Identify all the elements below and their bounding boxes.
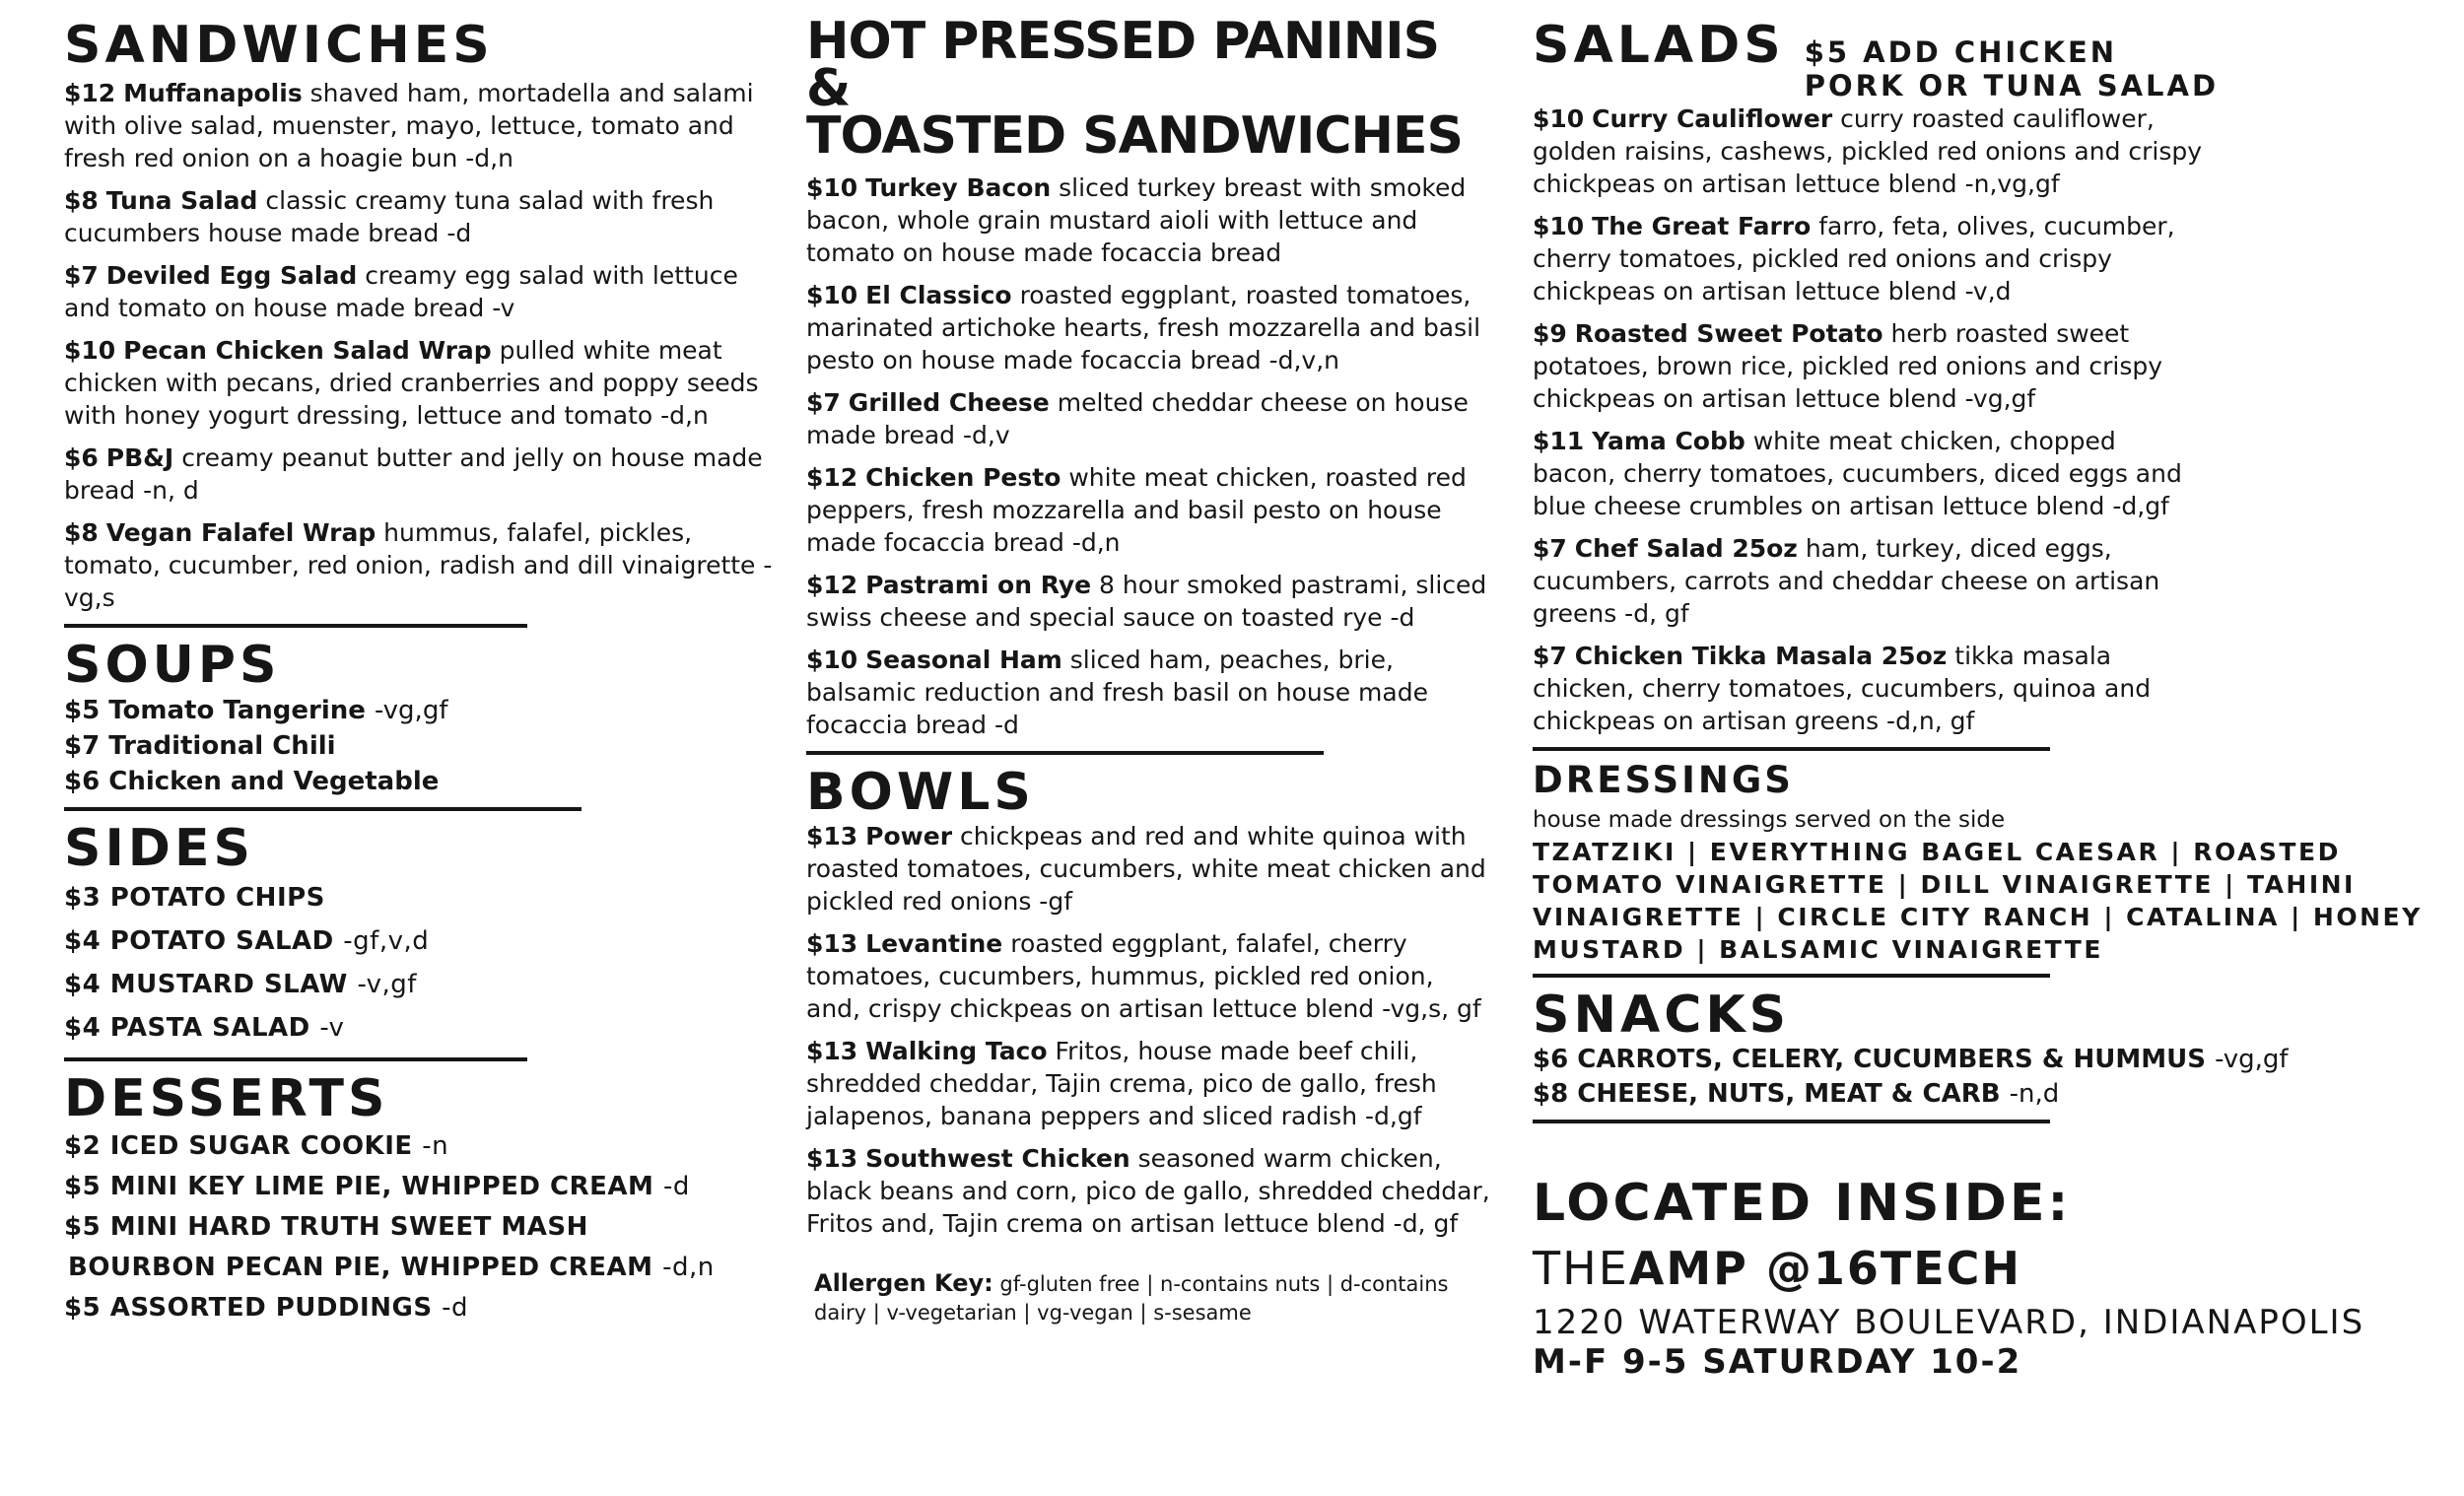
menu-item: $10 Turkey Bacon sliced turkey breast with smoked bacon, whole grain mustard aioli with lettuce and tomato on house made focaccia bread bbox=[806, 173, 1467, 267]
menu-item: $5 Tomato Tangerine -vg,gf bbox=[64, 696, 448, 725]
bowls-list bbox=[806, 820, 1491, 1240]
menu-item: $3 POTATO CHIPS bbox=[64, 883, 325, 913]
menu-column-left bbox=[64, 18, 788, 1328]
salads-list bbox=[1533, 102, 2203, 737]
menu-item: $6 CARROTS, CELERY, CUCUMBERS & HUMMUS -vg,gf bbox=[1533, 1045, 2289, 1074]
dressings-heading: DRESSINGS bbox=[1533, 759, 1794, 801]
menu-item: $12 Pastrami on Rye 8 hour smoked pastrami, sliced swiss cheese and special sauce on toasted rye -d bbox=[806, 571, 1487, 632]
menu-item: $8 Tuna Salad classic creamy tuna salad with fresh cucumbers house made bread -d bbox=[64, 186, 715, 247]
dressings-note: house made dressings served on the side bbox=[1533, 807, 2006, 833]
menu-item: $5 ASSORTED PUDDINGS -d bbox=[64, 1293, 469, 1323]
menu-item: $5 MINI HARD TRUTH SWEET MASH bbox=[64, 1212, 588, 1242]
allergen-key: Allergen Key: gf-gluten free | n-contains nuts | d-contains dairy | v-vegetarian | vg-vegan | s-sesame bbox=[814, 1269, 1449, 1325]
location-block bbox=[1533, 1173, 2459, 1382]
menu-item: $5 MINI KEY LIME PIE, WHIPPED CREAM -d bbox=[64, 1172, 690, 1201]
section-divider bbox=[64, 807, 582, 811]
menu-item: $7 Traditional Chili bbox=[64, 731, 336, 761]
dressings-list: TZATZIKI | EVERYTHING BAGEL CAESAR | ROASTED TOMATO VINAIGRETTE | DILL VINAIGRETTE | TAHINI VINAIGRETTE | CIRCLE CITY RANCH | CATALINA | HONEY MUSTARD | BALSAMIC VINAIGRETTE bbox=[1533, 838, 2423, 964]
venue-address: 1220 WATERWAY BOULEVARD, INDIANAPOLIS bbox=[1533, 1303, 2365, 1342]
sandwiches-heading: SANDWICHES bbox=[64, 16, 494, 75]
menu-item: $10 Pecan Chicken Salad Wrap pulled white meat chicken with pecans, dried cranberries and poppy seeds with honey yogurt dressing, lettuce and tomato -d,n bbox=[64, 336, 759, 430]
menu-item: $13 Levantine roasted eggplant, falafel, cherry tomatoes, cucumbers, hummus, pickled red onion, and, crispy chickpeas on artisan lettuce blend -vg,s, gf bbox=[806, 929, 1481, 1023]
soups-heading: SOUPS bbox=[64, 636, 281, 695]
menu-item: $12 Muffanapolis shaved ham, mortadella and salami with olive salad, muenster, mayo, lettuce, tomato and fresh red onion on a hoagie bun -d,n bbox=[64, 79, 754, 172]
menu-item: $13 Walking Taco Fritos, house made beef chili, shredded cheddar, Tajin crema, pico de gallo, fresh jalapenos, banana peppers and sliced radish -d,gf bbox=[806, 1037, 1437, 1130]
section-divider bbox=[806, 751, 1324, 755]
menu-item: $4 POTATO SALAD -gf,v,d bbox=[64, 926, 430, 956]
location-title: LOCATED INSIDE: bbox=[1533, 1174, 2072, 1233]
snacks-list bbox=[1533, 1043, 2459, 1112]
menu-column-middle bbox=[806, 12, 1491, 1348]
menu-item: $8 CHEESE, NUTS, MEAT & CARB -n,d bbox=[1533, 1079, 2060, 1109]
snacks-heading: SNACKS bbox=[1533, 986, 1791, 1045]
menu-item: $10 El Classico roasted eggplant, roasted tomatoes, marinated artichoke hearts, fresh mozzarella and basil pesto on house made focaccia bread -d,v,n bbox=[806, 281, 1481, 374]
menu-item: $11 Yama Cobb white meat chicken, chopped bacon, cherry tomatoes, cucumbers, diced eggs and blue cheese crumbles on artisan lettuce blend -d,gf bbox=[1533, 427, 2182, 520]
menu-item: $12 Chicken Pesto white meat chicken, roasted red peppers, fresh mozzarella and basil pesto on house made focaccia bread -d,n bbox=[806, 463, 1467, 557]
desserts-heading: DESSERTS bbox=[64, 1069, 389, 1128]
menu-item: $13 Power chickpeas and red and white quinoa with roasted tomatoes, cucumbers, white meat chicken and pickled red onions -gf bbox=[806, 822, 1486, 916]
menu-item: $2 ICED SUGAR COOKIE -n bbox=[64, 1131, 449, 1161]
hot-pressed-list bbox=[806, 171, 1491, 741]
section-divider bbox=[64, 624, 527, 628]
menu-column-right bbox=[1533, 18, 2459, 1382]
menu-item: $9 Roasted Sweet Potato herb roasted sweet potatoes, brown rice, pickled red onions and crispy chickpeas on artisan lettuce blend -vg,gf bbox=[1533, 319, 2163, 413]
salads-heading: SALADS bbox=[1533, 16, 1785, 75]
menu-item: $10 Curry Cauliflower curry roasted cauliflower, golden raisins, cashews, pickled red onions and crispy chickpeas on artisan lettuce blend -n,vg,gf bbox=[1533, 104, 2203, 198]
venue-hours: M-F 9-5 SATURDAY 10-2 bbox=[1533, 1342, 2022, 1382]
sides-heading: SIDES bbox=[64, 819, 254, 878]
venue-name: THEAMP @16TECH bbox=[1533, 1242, 2021, 1295]
hot-pressed-heading: HOT PRESSED PANINIS & TOASTED SANDWICHES bbox=[806, 12, 1463, 166]
menu-item: $10 Seasonal Ham sliced ham, peaches, brie, balsamic reduction and fresh basil on house made focaccia bread -d bbox=[806, 646, 1428, 739]
menu-item: $8 Vegan Falafel Wrap hummus, falafel, pickles, tomato, cucumber, red onion, radish and dill vinaigrette -vg,s bbox=[64, 518, 773, 612]
sides-list bbox=[64, 876, 788, 1050]
salads-header bbox=[1533, 18, 2459, 102]
section-divider bbox=[64, 1057, 527, 1061]
sandwiches-list bbox=[64, 77, 788, 614]
section-divider bbox=[1533, 974, 2050, 978]
menu-item: $4 MUSTARD SLAW -v,gf bbox=[64, 970, 417, 999]
menu-item: BOURBON PECAN PIE, WHIPPED CREAM -d,n bbox=[68, 1253, 715, 1282]
menu-item: $7 Chicken Tikka Masala 25oz tikka masala chicken, cherry tomatoes, cucumbers, quinoa and chickpeas on artisan greens -d,n, gf bbox=[1533, 642, 2152, 735]
menu-item: $6 PB&J creamy peanut butter and jelly on house made bread -n, d bbox=[64, 443, 763, 505]
desserts-list bbox=[64, 1126, 788, 1328]
salads-addon-note: $5 ADD CHICKEN PORK OR TUNA SALAD bbox=[1804, 35, 2220, 102]
menu-item: $7 Chef Salad 25oz ham, turkey, diced eggs, cucumbers, carrots and cheddar cheese on artisan greens -d, gf bbox=[1533, 534, 2160, 628]
bowls-heading: BOWLS bbox=[806, 763, 1035, 822]
menu-item: $7 Grilled Cheese melted cheddar cheese on house made bread -d,v bbox=[806, 388, 1469, 449]
menu-item: $4 PASTA SALAD -v bbox=[64, 1013, 345, 1043]
menu-item: $6 Chicken and Vegetable bbox=[64, 767, 440, 796]
menu-item: $13 Southwest Chicken seasoned warm chicken, black beans and corn, pico de gallo, shredded cheddar, Fritos and, Tajin crema on artisan lettuce blend -d, gf bbox=[806, 1144, 1490, 1238]
menu-item: $10 The Great Farro farro, feta, olives, cucumber, cherry tomatoes, pickled red onions and crispy chickpeas on artisan lettuce blend -v,d bbox=[1533, 212, 2175, 306]
menu-item: $7 Deviled Egg Salad creamy egg salad with lettuce and tomato on house made bread -v bbox=[64, 261, 738, 322]
soups-list bbox=[64, 693, 788, 799]
section-divider bbox=[1533, 747, 2050, 751]
section-divider bbox=[1533, 1120, 2050, 1123]
